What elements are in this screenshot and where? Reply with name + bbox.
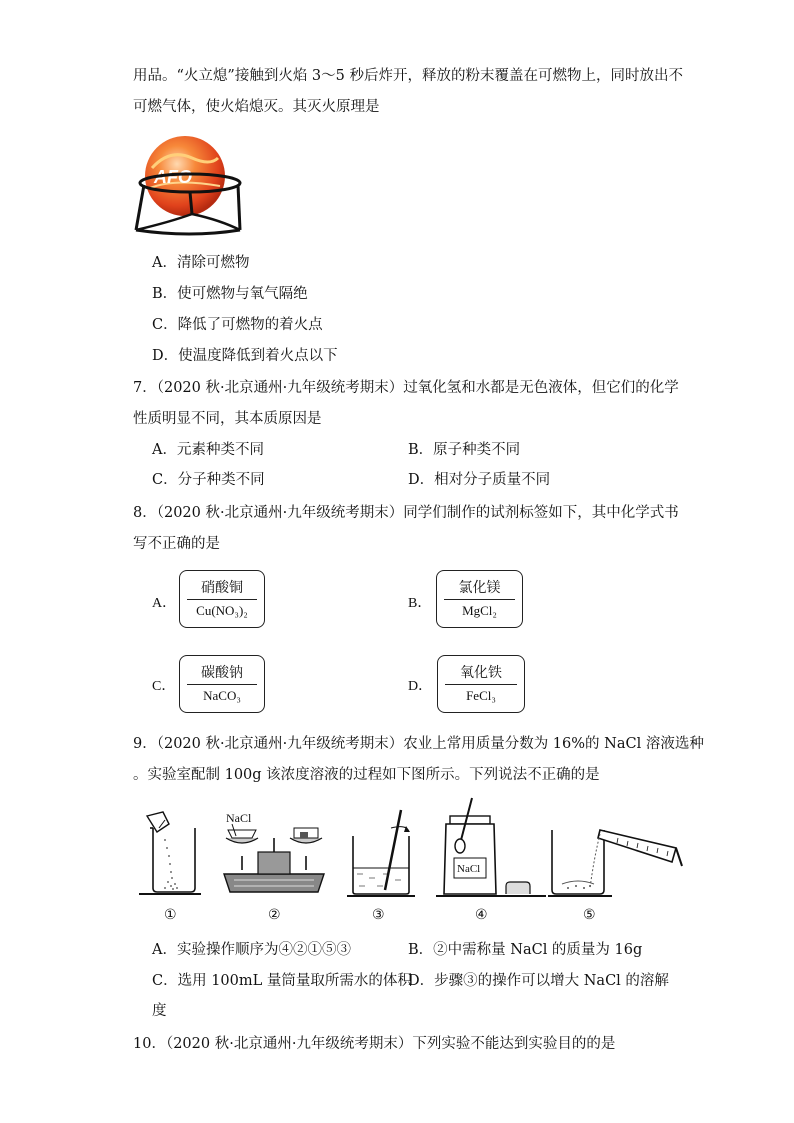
step4-reagent-jar-figure <box>436 796 546 900</box>
q8-label-a-formula: Cu(NO₃)₂ <box>196 603 248 618</box>
q8-label-a-name: 硝酸铜 <box>201 580 243 596</box>
q9-option-d-continuation: 度 <box>152 1003 167 1019</box>
q7-stem-line1: 7．（2020 秋·北京通州·九年级统考期末）过氧化氢和水都是无色液体，但它们的化学 <box>133 380 679 396</box>
q8-label-b-letter: B． <box>408 596 432 611</box>
q9-option-b: B．②中需称量 NaCl 的质量为 16g <box>408 942 643 958</box>
q8-label-b-formula: MgCl₂ <box>462 603 497 618</box>
fire-extinguisher-ball-image <box>130 128 245 240</box>
q8-stem-line2: 写不正确的是 <box>133 536 220 552</box>
q8-reagent-label-c <box>179 655 265 713</box>
q8-label-d-letter: D． <box>408 679 433 694</box>
q8-label-b-name: 氯化镁 <box>458 580 501 596</box>
q9-option-c: C．选用 100mL 量筒量取所需水的体积 <box>152 973 412 989</box>
q6-option-c: C．降低了可燃物的着火点 <box>152 317 323 333</box>
step4-number: ④ <box>475 907 488 923</box>
q8-reagent-label-a <box>179 570 265 628</box>
step2-balance-figure <box>214 808 334 900</box>
q9-stem-line2: 。实验室配制 100g 该浓度溶液的过程如下图所示。下列说法不正确的是 <box>133 767 600 783</box>
q8-label-d-name: 氧化铁 <box>460 665 502 681</box>
q8-label-d-formula: FeCl₃ <box>466 688 496 703</box>
q9-stem-line1: 9．（2020 秋·北京通州·九年级统考期末）农业上常用质量分数为 16%的 NaCl 溶液选种 <box>133 736 704 752</box>
q6-stem-line2: 可燃气体，使火焰熄灭。其灭火原理是 <box>133 99 380 115</box>
q9-option-a: A．实验操作顺序为④②①⑤③ <box>152 942 351 958</box>
step1-number: ① <box>164 907 177 923</box>
q7-option-a: A．元素种类不同 <box>152 442 264 458</box>
q7-stem-line2: 性质明显不同，其本质原因是 <box>133 411 322 427</box>
q8-label-c-formula: NaCO₃ <box>203 688 241 703</box>
q10-stem-line1: 10．（2020 秋·北京通州·九年级统考期末）下列实验不能达到实验目的的是 <box>133 1036 616 1052</box>
q8-reagent-label-b <box>436 570 523 628</box>
q6-option-b: B．使可燃物与氧气隔绝 <box>152 286 308 302</box>
step5-number: ⑤ <box>583 907 596 923</box>
q6-stem-line1: 用品。“火立熄”接触到火焰 3～5 秒后炸开，释放的粉末覆盖在可燃物上，同时放出不 <box>133 68 683 84</box>
q8-label-c-name: 碳酸钠 <box>201 665 243 681</box>
q8-label-a-letter: A． <box>152 596 177 611</box>
q7-option-b: B．原子种类不同 <box>408 442 521 458</box>
q6-option-a: A．清除可燃物 <box>152 255 250 271</box>
q7-option-c: C．分子种类不同 <box>152 472 265 488</box>
balance-nacl-label: NaCl <box>226 811 252 825</box>
q6-option-d: D．使温度降低到着火点以下 <box>152 348 338 364</box>
q8-stem-line1: 8．（2020 秋·北京通州·九年级统考期末）同学们制作的试剂标签如下，其中化学式书 <box>133 505 679 521</box>
q8-reagent-label-d <box>437 655 525 713</box>
ball-logo-text: AFO <box>154 167 192 187</box>
q8-label-c-letter: C． <box>152 679 176 694</box>
step1-pour-solid-figure <box>135 810 205 900</box>
step2-number: ② <box>268 907 281 923</box>
step3-stirring-figure <box>343 806 418 900</box>
step3-number: ③ <box>372 907 385 923</box>
q9-option-d: D．步骤③的操作可以增大 NaCl 的溶解 <box>408 973 669 989</box>
q7-option-d: D．相对分子质量不同 <box>408 472 551 488</box>
jar-nacl-label: NaCl <box>457 863 481 875</box>
step5-pour-water-figure <box>548 808 683 900</box>
